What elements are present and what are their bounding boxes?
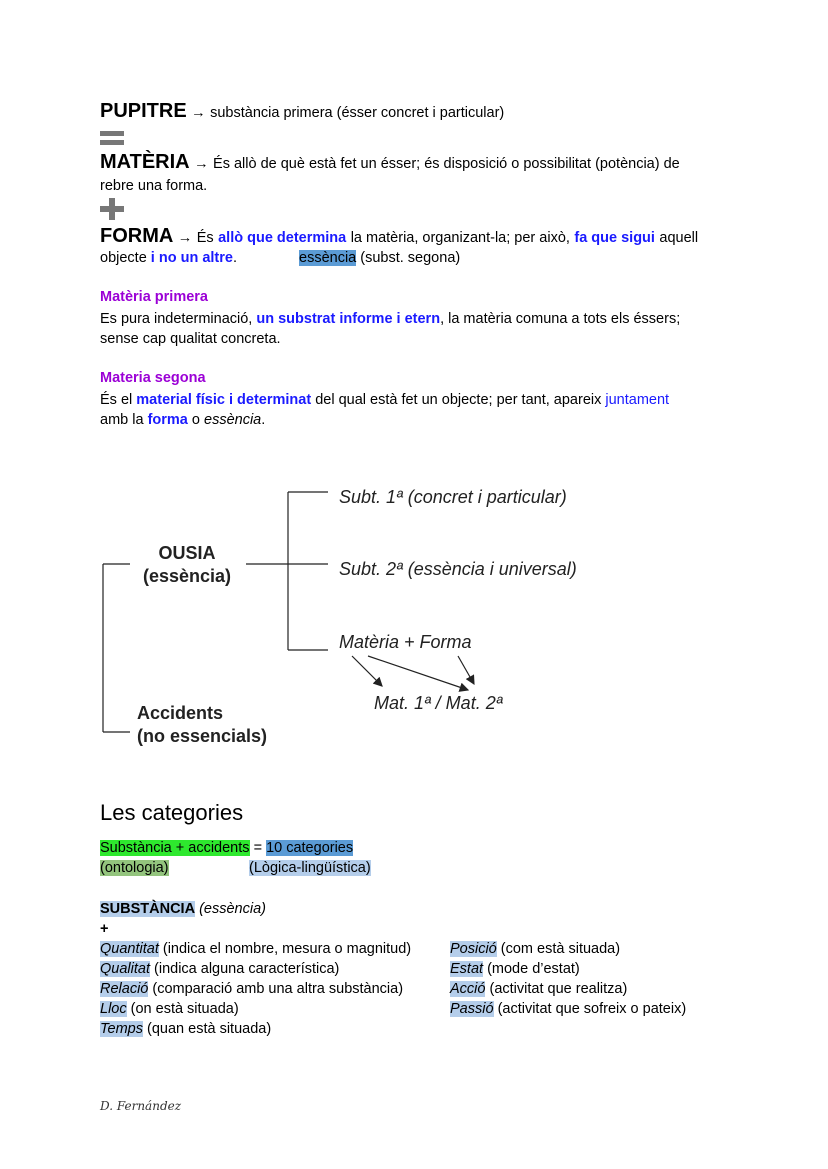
materia-forma-label: Matèria + Forma — [339, 632, 472, 652]
text: (subst. segona) — [360, 250, 461, 266]
category-desc: (on està situada) — [130, 1001, 239, 1017]
sum-left-highlight: Substància + accidents — [100, 840, 250, 856]
materia-segona-title: Materia segona — [100, 370, 206, 386]
text: , la matèria comuna a tots els éssers; — [440, 311, 681, 327]
category-term: Passió — [450, 1001, 494, 1017]
list-item — [450, 959, 686, 979]
ousia-sub-label: (essència) — [142, 566, 232, 586]
text: objecte — [100, 250, 147, 266]
materia-line1 — [100, 151, 680, 174]
emphasis: material físic i determinat — [136, 392, 312, 408]
pupitre-term: PUPITRE — [100, 100, 187, 122]
materia-definition: És allò de què està fet un ésser; és disposició o possibilitat (potència) de — [213, 156, 680, 172]
text: la matèria, organizant-la; per això, — [350, 230, 570, 246]
arrow: → — [191, 105, 206, 121]
text: És el — [100, 392, 133, 408]
forma-line2 — [100, 248, 237, 268]
text: o — [191, 412, 200, 428]
materia-segona-line2 — [100, 410, 265, 430]
category-term: Posició — [450, 941, 497, 957]
list-item — [100, 979, 411, 999]
categories-labels-right — [249, 858, 371, 878]
text: = — [253, 840, 263, 856]
categories-labels — [100, 858, 169, 878]
materia-primera-line1 — [100, 309, 680, 329]
forma-term: FORMA — [100, 225, 174, 247]
category-desc: (activitat que realitza) — [489, 981, 628, 997]
arrow-line — [368, 656, 468, 690]
emphasis: i no un altre — [150, 250, 233, 266]
list-item — [450, 999, 686, 1019]
substancia-line — [100, 899, 266, 919]
category-desc: (indica alguna característica) — [154, 961, 340, 977]
emphasis: forma — [147, 412, 188, 428]
text: aquell — [659, 230, 699, 246]
sum-right-highlight: 10 categories — [266, 840, 354, 856]
equals-icon — [100, 129, 124, 147]
list-item — [450, 979, 686, 999]
pupitre-definition: substància primera (ésser concret i particular) — [210, 105, 505, 121]
category-term: Estat — [450, 961, 484, 977]
subt1-label: Subt. 1ª (concret i particular) — [339, 487, 567, 507]
essencia-highlight: essència — [299, 250, 357, 266]
materia-primera-line2: sense cap qualitat concreta. — [100, 331, 281, 347]
category-desc: (indica el nombre, mesura o magnitud) — [162, 941, 412, 957]
emphasis: fa que sigui — [574, 230, 655, 246]
category-desc: (comparació amb una altra substància) — [152, 981, 404, 997]
pupitre-line — [100, 100, 504, 123]
category-desc: (mode d’estat) — [487, 961, 580, 977]
mat-label: Mat. 1ª / Mat. 2ª — [374, 693, 503, 713]
plus-sign: + — [100, 921, 109, 937]
category-desc: (quan està situada) — [147, 1021, 272, 1037]
materia-term: MATÈRIA — [100, 151, 190, 173]
text: Es pura indeterminació, — [100, 311, 253, 327]
text: del qual està fet un objecte; per tant, apareix — [315, 392, 602, 408]
arrow-line — [352, 656, 382, 686]
accidents-sub-label: (no essencials) — [137, 726, 268, 746]
category-term: Acció — [450, 981, 486, 997]
emphasis: juntament — [605, 392, 670, 408]
category-desc: (com està situada) — [500, 941, 621, 957]
plus-icon — [100, 198, 124, 220]
ousia-label: OUSIA — [158, 543, 216, 563]
text: . — [261, 412, 266, 428]
category-term: Lloc — [100, 1001, 127, 1017]
list-item — [100, 959, 411, 979]
emphasis: allò que determina — [218, 230, 347, 246]
list-item — [100, 939, 411, 959]
arrow-line — [458, 656, 474, 684]
categories-heading: Les categories — [100, 800, 244, 825]
category-term: Quantitat — [100, 941, 159, 957]
text: És — [196, 230, 214, 246]
forma-essencia — [299, 248, 460, 268]
arrow: → — [194, 156, 209, 172]
italic-text: (essència) — [199, 901, 266, 917]
categories-sum — [100, 838, 353, 858]
forma-line1 — [100, 225, 698, 248]
italic-text: essència — [204, 412, 262, 428]
accidents-label: Accidents — [137, 703, 224, 723]
category-term: Qualitat — [100, 961, 150, 977]
arrow: → — [177, 230, 193, 246]
signature: D. Fernández — [100, 1099, 182, 1113]
text: amb la — [100, 412, 144, 428]
materia-primera-title: Matèria primera — [100, 289, 208, 305]
logica-highlight: (Lògica-lingüística) — [249, 860, 371, 876]
category-term: Relació — [100, 981, 149, 997]
emphasis: un substrat informe i etern — [256, 311, 441, 327]
categories-left-list — [100, 939, 411, 1039]
list-item — [100, 999, 411, 1019]
category-term: Temps — [100, 1021, 143, 1037]
ousia-diagram — [0, 470, 828, 760]
categories-right-list — [450, 939, 686, 1019]
substancia-highlight: SUBSTÀNCIA — [100, 901, 196, 917]
materia-line2: rebre una forma. — [100, 178, 208, 194]
ontologia-highlight: (ontologia) — [100, 860, 169, 876]
list-item — [450, 939, 686, 959]
subt2-label: Subt. 2ª (essència i universal) — [339, 559, 577, 579]
text: . — [232, 250, 237, 266]
list-item — [100, 1019, 411, 1039]
materia-segona-line1 — [100, 390, 669, 410]
category-desc: (activitat que sofreix o pateix) — [497, 1001, 687, 1017]
